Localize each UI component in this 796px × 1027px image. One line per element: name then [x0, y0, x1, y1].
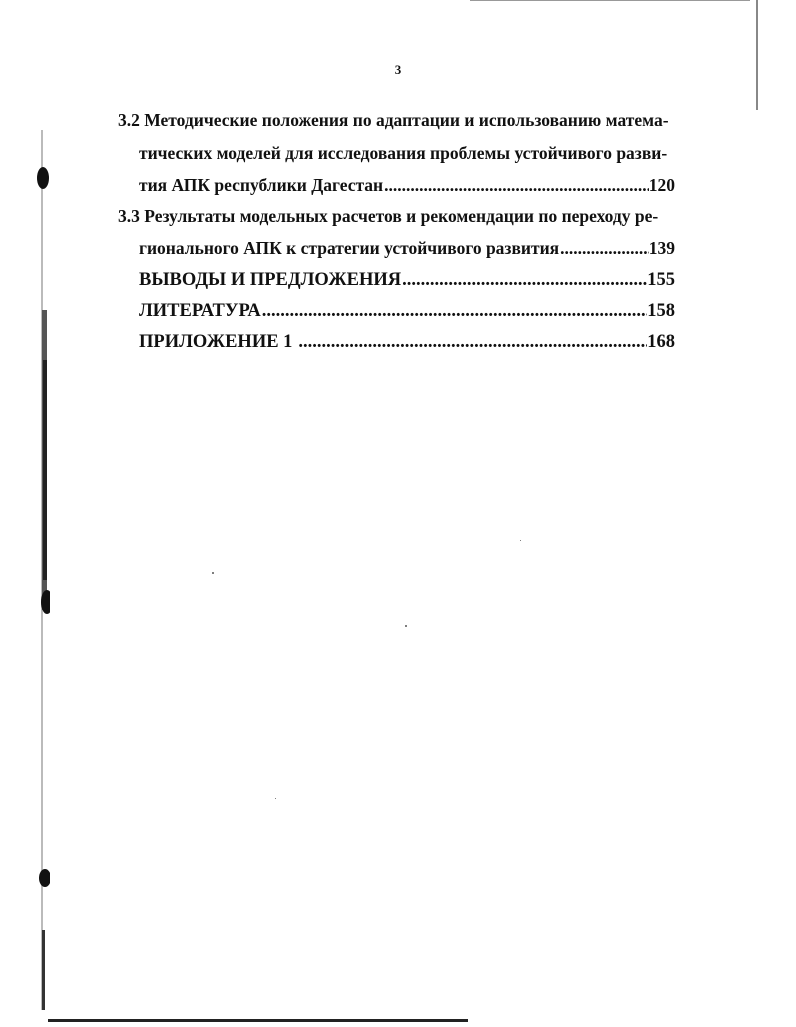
toc-leader-dots	[560, 233, 649, 263]
toc-entry-text: тия АПК республики Дагестан	[139, 175, 384, 195]
scan-speck	[275, 798, 276, 799]
toc-entry-text: 3.2 Методические положения по адаптации и использованию матема-	[118, 110, 669, 130]
toc-page-number: 155	[647, 270, 675, 290]
toc-entry-3-3-line-2	[139, 233, 675, 263]
toc-leader-dots	[298, 327, 647, 357]
toc-entry-3-2-line-1	[118, 105, 669, 135]
scan-artifact-bottom-line	[48, 1019, 468, 1022]
scan-artifact-right-edge	[756, 0, 758, 110]
toc-page-number: 168	[647, 332, 675, 352]
scan-artifact-top-line	[470, 0, 750, 1]
toc-page-number: 139	[648, 238, 675, 258]
scan-artifact-left-edge	[36, 130, 50, 1010]
toc-entry-text: 3.3 Результаты модельных расчетов и рекомендации по переходу ре-	[118, 206, 659, 226]
toc-entry-3-3-line-1	[118, 201, 658, 231]
toc-entry-conclusions	[139, 265, 675, 295]
toc-entry-title: ВЫВОДЫ И ПРЕДЛОЖЕНИЯ	[139, 270, 402, 290]
scan-speck	[212, 572, 214, 574]
toc-entry-text: гионального АПК к стратегии устойчивого развития	[139, 238, 560, 258]
toc-entry-text: тических моделей для исследования проблемы устойчивого разви-	[139, 143, 668, 163]
toc-entry-literature	[139, 296, 675, 326]
toc-entry-appendix	[139, 327, 675, 357]
toc-page-number: 120	[648, 175, 675, 195]
toc-entry-3-2-line-3	[139, 170, 675, 200]
toc-page-number: 158	[647, 301, 675, 321]
toc-leader-dots	[262, 296, 648, 326]
scan-speck	[405, 625, 407, 627]
toc-entry-3-2-line-2	[139, 138, 667, 168]
page-number: 3	[394, 62, 402, 77]
toc-leader-dots	[384, 170, 649, 200]
toc-entry-title: ЛИТЕРАТУРА	[139, 301, 261, 321]
toc-entry-title: ПРИЛОЖЕНИЕ 1	[139, 332, 293, 352]
scan-speck	[520, 540, 521, 541]
toc-leader-dots	[402, 265, 647, 295]
